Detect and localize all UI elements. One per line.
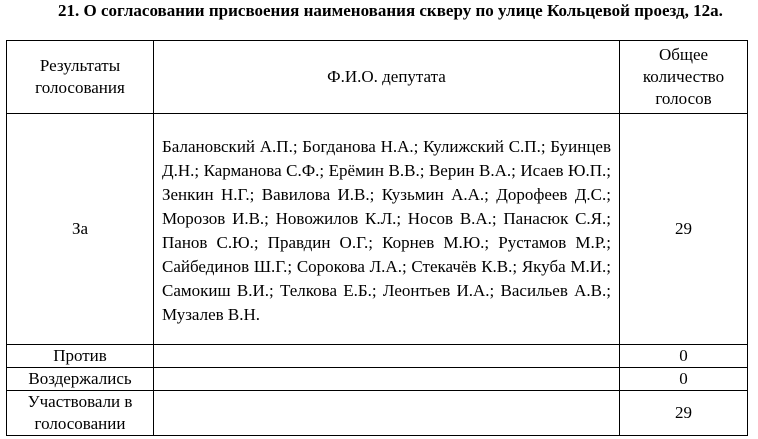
result-cell: Воздержались [7, 368, 154, 391]
header-total: Общее количество голосов [620, 41, 748, 114]
result-cell: Против [7, 345, 154, 368]
deputies-cell [154, 368, 620, 391]
count-cell: 0 [620, 345, 748, 368]
header-results: Результаты голосования [7, 41, 154, 114]
deputies-cell [154, 391, 620, 436]
table-header-row [7, 41, 748, 114]
table-row-abstained [7, 368, 748, 391]
voting-results-table [6, 40, 748, 436]
agenda-item-heading: 21. О согласовании присвоения наименования скверу по улице Кольцевой проезд, 12а. [58, 1, 723, 20]
count-cell: 29 [620, 391, 748, 436]
count-cell: 0 [620, 368, 748, 391]
result-cell: Участвовали в голосовании [7, 391, 154, 436]
table-row-participated [7, 391, 748, 436]
header-deputies: Ф.И.О. депутата [154, 41, 620, 114]
deputies-cell [154, 345, 620, 368]
result-cell: За [7, 114, 154, 345]
table-row-for [7, 114, 748, 345]
count-cell: 29 [620, 114, 748, 345]
table-row-against [7, 345, 748, 368]
deputies-cell: Балановский А.П.; Богданова Н.А.; Кулижский С.П.; Буинцев Д.Н.; Карманова С.Ф.; Ерёмин В.В.; Верин В.А.; Исаев Ю.П.; Зенкин Н.Г.; Вавилова И.В.; Кузьмин А.А.; Дорофеев Д.С.; Морозов И.В.; Новожилов К.Л.; Носов В.А.; Панасюк С.Я.; Панов С.Ю.; Правдин О.Г.; Корнев М.Ю.; Рустамов М.Р.; Сайбединов Ш.Г.; Сорокова Л.А.; Стекачёв К.В.; Якуба М.И.; Самокиш В.И.; Телкова Е.Б.; Леонтьев И.А.; Васильев А.В.; Музалев В.Н. [154, 114, 620, 345]
